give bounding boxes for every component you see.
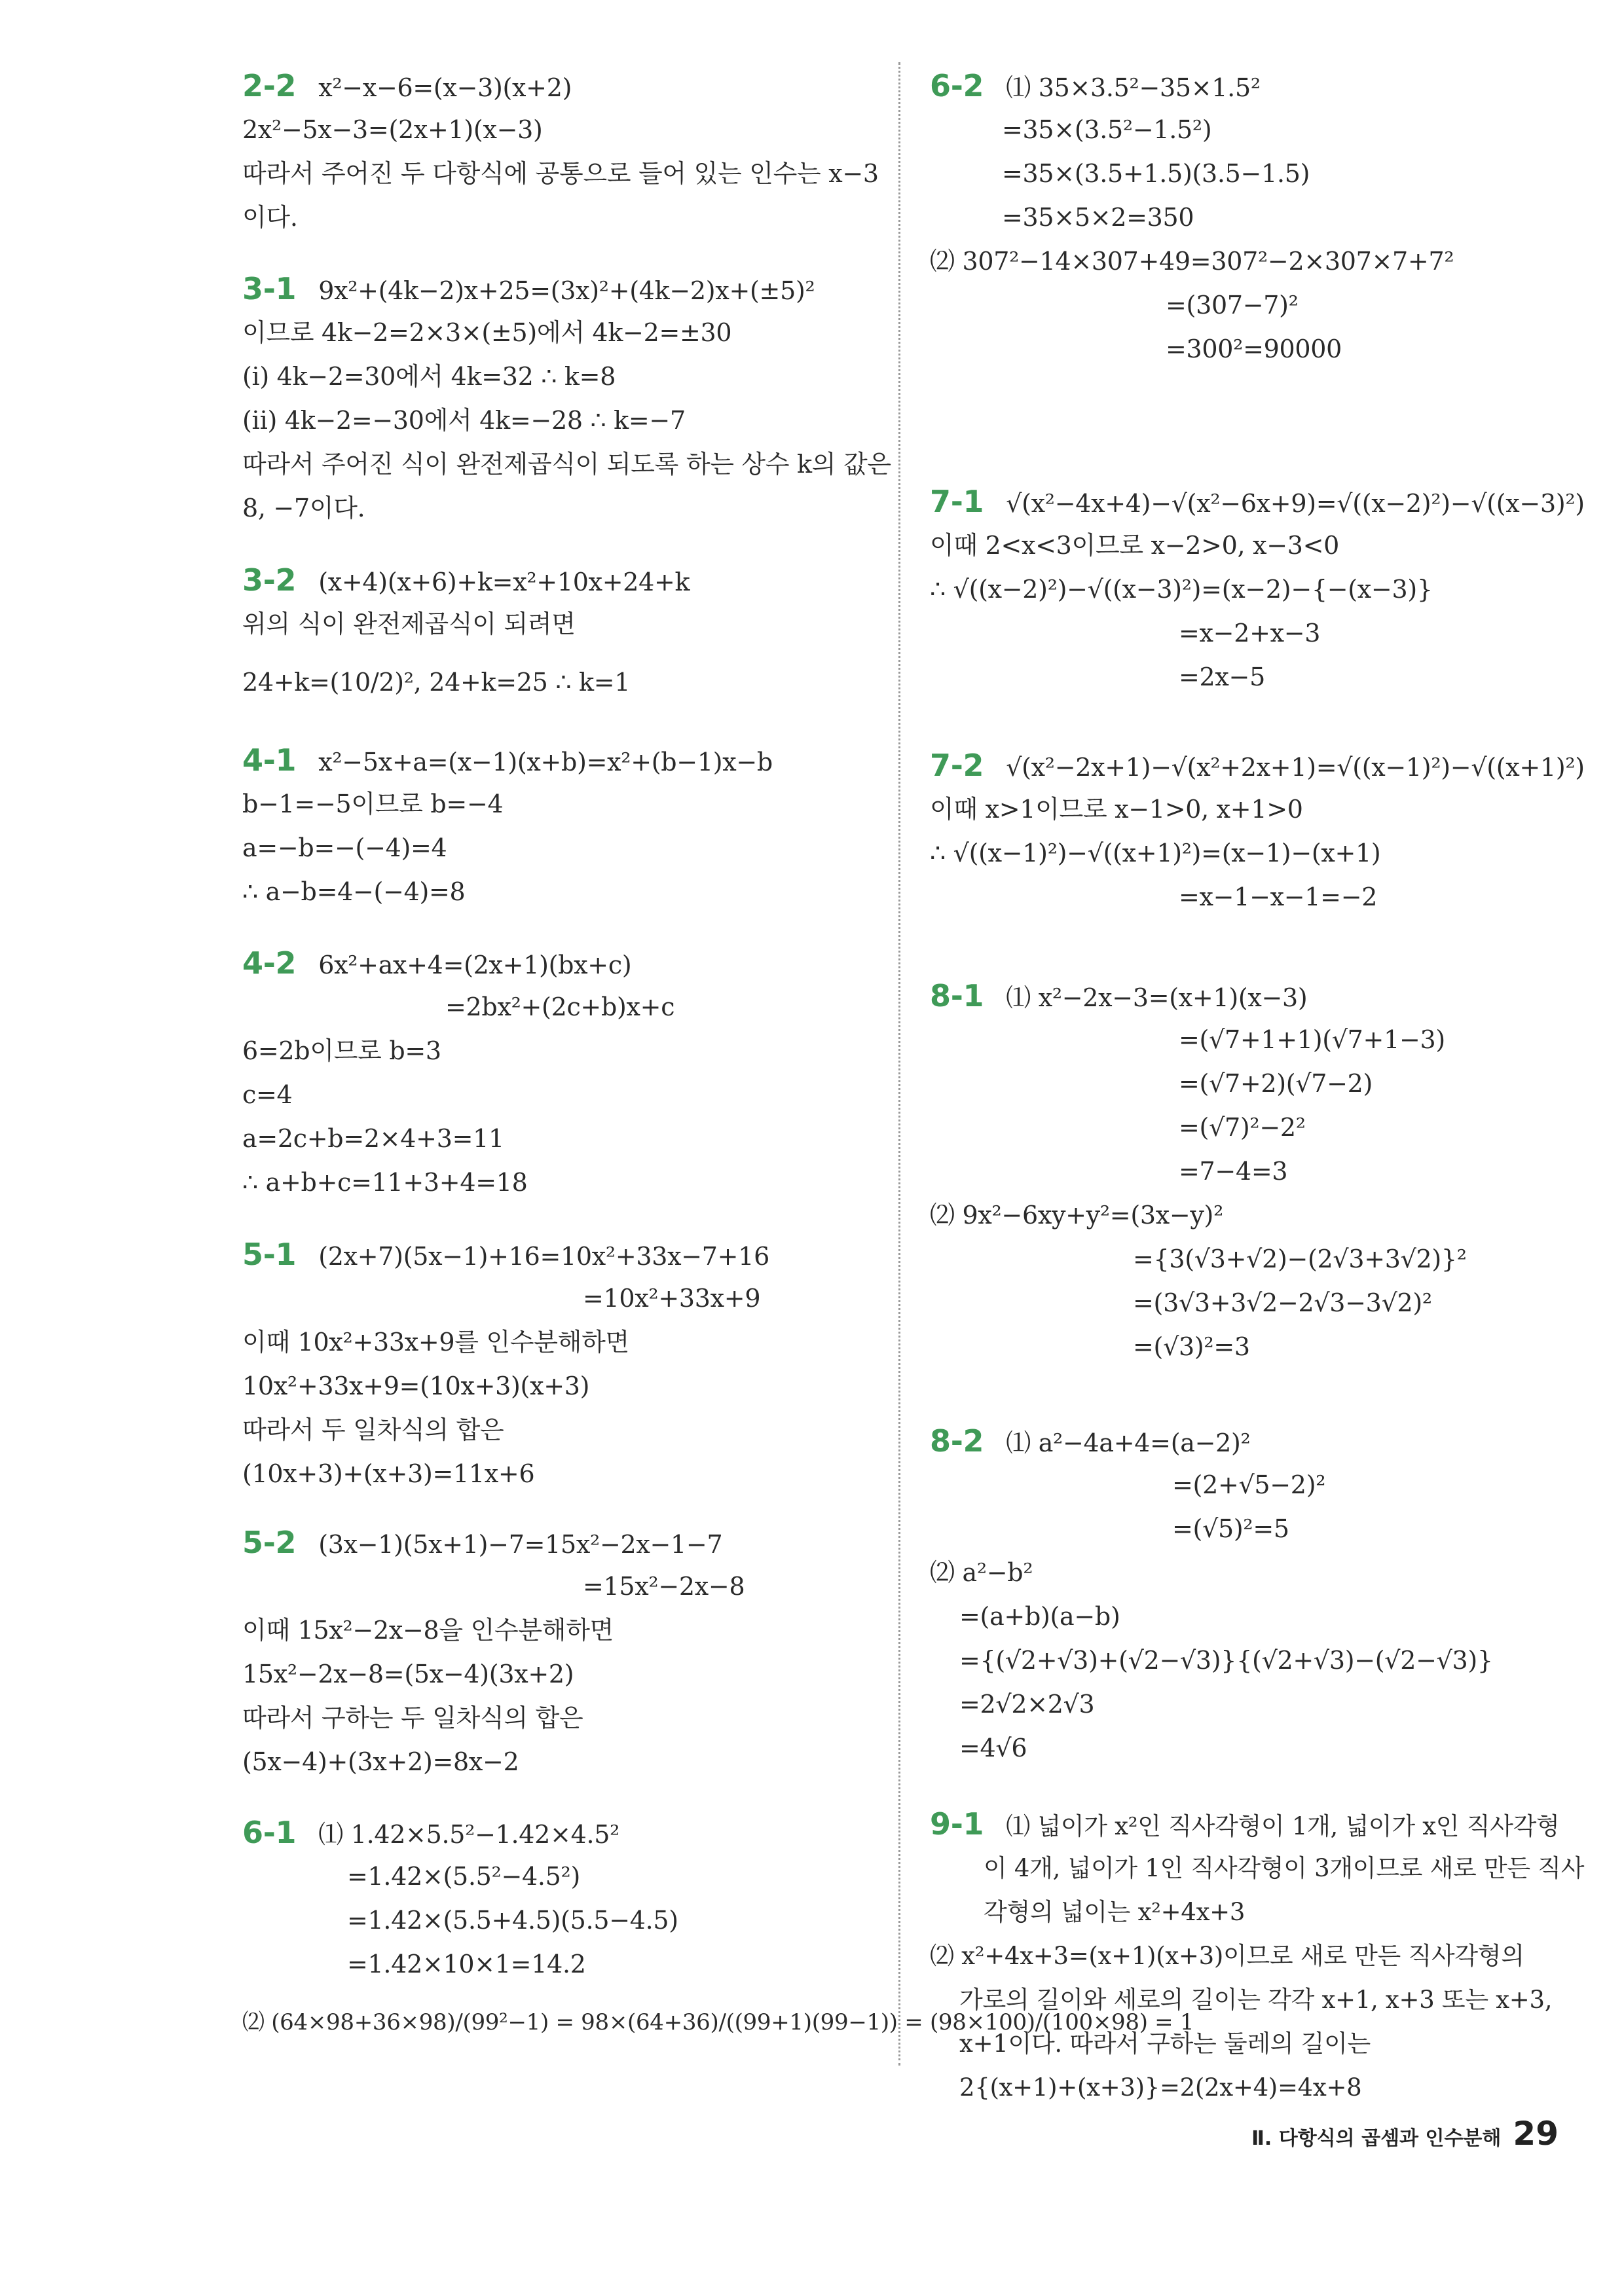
solution-line: =(√5)²=5 (1172, 1514, 1289, 1543)
page-number: 29 (1513, 2115, 1559, 2153)
solution-line: ∴ a+b+c=11+3+4=18 (242, 1168, 528, 1197)
solution-line: (x+4)(x+6)+k=x²+10x+24+k (318, 568, 690, 596)
problem-8-1 (930, 974, 1572, 1369)
solution-line: 이다. (242, 203, 298, 232)
solution-line: x+1이다. 따라서 구하는 둘레의 길이는 (959, 2030, 1371, 2058)
problem-4-2 (242, 941, 871, 1205)
solution-line: 따라서 주어진 두 다항식에 공통으로 들어 있는 인수는 x−3 (242, 159, 879, 188)
solution-line: (ⅱ) 4k−2=−30에서 4k=−28 ∴ k=−7 (242, 406, 686, 435)
solution-line: =4√6 (959, 1734, 1027, 1762)
solution-line: ={(√2+√3)+(√2−√3)}{(√2+√3)−(√2−√3)} (959, 1646, 1493, 1675)
solution-line: =7−4=3 (1179, 1157, 1288, 1186)
solution-line: ⑴ x²−2x−3=(x+1)(x−3) (1006, 983, 1308, 1012)
problem-number: 7-1 (930, 484, 984, 519)
solution-line: x²−5x+a=(x−1)(x+b)=x²+(b−1)x−b (318, 748, 773, 776)
solution-line: a=−b=−(−4)=4 (242, 833, 447, 862)
problem-number: 3-1 (242, 271, 297, 306)
problem-number: 7-2 (930, 748, 984, 783)
solution-line: ∴ √((x−2)²)−√((x−3)²)=(x−2)−{−(x−3)} (930, 575, 1433, 604)
solution-line: ⑵ (64×98+36×98)/(99²−1) = 98×(64+36)/((99+1)(99−1)) = (98×100)/(100×98) = 1 (242, 2009, 1194, 2035)
solution-line: ⑴ a²−4a+4=(a−2)² (1006, 1429, 1251, 1457)
solution-line: 10x²+33x+9=(10x+3)(x+3) (242, 1372, 590, 1400)
solution-line: 24+k=(10/2)², 24+k=25 ∴ k=1 (242, 668, 631, 697)
problem-number: 3-2 (242, 562, 297, 598)
problem-4-1 (242, 738, 871, 914)
solution-line: 따라서 구하는 두 일차식의 합은 (242, 1704, 583, 1732)
problem-number: 4-2 (242, 945, 297, 981)
problem-9-1 (930, 1802, 1585, 2109)
solution-line: =(2+√5−2)² (1172, 1470, 1326, 1499)
solution-line: (ⅰ) 4k−2=30에서 4k=32 ∴ k=8 (242, 362, 616, 391)
solution-line: =(a+b)(a−b) (959, 1602, 1120, 1631)
solution-line: (5x−4)+(3x+2)=8x−2 (242, 1747, 519, 1776)
solution-line: ⑵ a²−b² (930, 1558, 1033, 1587)
solution-line: =(√7+1+1)(√7+1−3) (1179, 1025, 1445, 1054)
solution-line: =35×5×2=350 (1002, 203, 1194, 232)
solution-line: ⑵ x²+4x+3=(x+1)(x+3)이므로 새로 만든 직사각형의 (930, 1942, 1524, 1970)
problem-number: 5-1 (242, 1237, 297, 1272)
column-divider (898, 62, 900, 2066)
solution-line: 가로의 길이와 세로의 길이는 각각 x+1, x+3 또는 x+3, (959, 1986, 1553, 2014)
solution-line: 위의 식이 완전제곱식이 되려면 (242, 610, 576, 638)
problem-3-1 (242, 267, 891, 530)
solution-line: =2bx²+(2c+b)x+c (445, 993, 675, 1021)
solution-line: ⑵ 9x²−6xy+y²=(3x−y)² (930, 1201, 1224, 1230)
solution-line: =15x²−2x−8 (583, 1572, 745, 1601)
solution-line: 이때 15x²−2x−8을 인수분해하면 (242, 1616, 614, 1645)
solution-line: =(√7)²−2² (1179, 1113, 1306, 1142)
solution-line: ∴ a−b=4−(−4)=8 (242, 877, 466, 906)
solution-line: 9x²+(4k−2)x+25=(3x)²+(4k−2)x+(±5)² (318, 276, 815, 305)
problem-number: 8-1 (930, 978, 984, 1013)
problem-number: 6-1 (242, 1815, 297, 1850)
solution-line: =300²=90000 (1166, 335, 1342, 363)
solution-line: 15x²−2x−8=(5x−4)(3x+2) (242, 1660, 574, 1688)
problem-8-2 (930, 1419, 1572, 1770)
problem-6-2 (930, 64, 1572, 371)
problem-3-2 (242, 558, 871, 718)
solution-line: (2x+7)(5x−1)+16=10x²+33x−7+16 (318, 1242, 769, 1271)
solution-line: =1.42×10×1=14.2 (347, 1950, 586, 1978)
solution-line: 8, −7이다. (242, 494, 365, 522)
solution-line: (10x+3)+(x+3)=11x+6 (242, 1459, 535, 1488)
problem-7-1 (930, 480, 1585, 699)
solution-line: =1.42×(5.5+4.5)(5.5−4.5) (347, 1906, 678, 1935)
problem-5-1 (242, 1233, 871, 1496)
solution-line: √(x²−4x+4)−√(x²−6x+9)=√((x−2)²)−√((x−3)²) (1006, 489, 1585, 518)
solution-line: (3x−1)(5x+1)−7=15x²−2x−1−7 (318, 1530, 723, 1559)
solution-line: 이 4개, 넓이가 1인 직사각형이 3개이므로 새로 만든 직사 (984, 1854, 1585, 1882)
problem-5-2 (242, 1521, 871, 1784)
solution-line: =1.42×(5.5²−4.5²) (347, 1862, 581, 1891)
page-footer (1251, 2115, 1559, 2160)
solution-line: 이때 x>1이므로 x−1>0, x+1>0 (930, 795, 1303, 824)
solution-line: =35×(3.5²−1.5²) (1002, 115, 1212, 144)
solution-line: 따라서 두 일차식의 합은 (242, 1415, 504, 1444)
problem-2-2 (242, 64, 879, 240)
solution-line: ⑴ 35×3.5²−35×1.5² (1006, 73, 1261, 102)
solution-line: =10x²+33x+9 (583, 1284, 761, 1313)
solution-line: 6x²+ax+4=(2x+1)(bx+c) (318, 951, 632, 979)
solution-line: 이므로 4k−2=2×3×(±5)에서 4k−2=±30 (242, 318, 732, 347)
solution-line: 이때 2<x<3이므로 x−2>0, x−3<0 (930, 531, 1340, 560)
problem-number: 8-2 (930, 1423, 984, 1459)
solution-line: =(3√3+3√2−2√3−3√2)² (1133, 1288, 1432, 1317)
solution-line: =2√2×2√3 (959, 1690, 1095, 1719)
problem-number: 2-2 (242, 68, 297, 103)
solution-line: =(√7+2)(√7−2) (1179, 1069, 1373, 1098)
solution-line: √(x²−2x+1)−√(x²+2x+1)=√((x−1)²)−√((x+1)²) (1006, 753, 1585, 782)
solution-line: ⑴ 1.42×5.5²−1.42×4.5² (318, 1820, 620, 1849)
chapter-title: Ⅱ. 다항식의 곱셈과 인수분해 (1251, 2127, 1502, 2150)
solution-line: b−1=−5이므로 b=−4 (242, 790, 504, 818)
solution-line: 2x²−5x−3=(2x+1)(x−3) (242, 115, 543, 144)
problem-number: 6-2 (930, 68, 984, 103)
solution-line: 6=2b이므로 b=3 (242, 1036, 441, 1065)
solution-line: ∴ √((x−1)²)−√((x+1)²)=(x−1)−(x+1) (930, 839, 1381, 867)
solution-line: c=4 (242, 1080, 293, 1109)
solution-line: =(√3)²=3 (1133, 1332, 1250, 1361)
solution-line: x²−x−6=(x−3)(x+2) (318, 73, 572, 102)
solution-line: ⑴ 넓이가 x²인 직사각형이 1개, 넓이가 x인 직사각형 (1006, 1812, 1560, 1840)
solution-line: =(307−7)² (1166, 291, 1299, 319)
solution-line: 따라서 주어진 식이 완전제곱식이 되도록 하는 상수 k의 값은 (242, 450, 891, 479)
solution-line: a=2c+b=2×4+3=11 (242, 1124, 504, 1153)
solution-line: 2{(x+1)+(x+3)}=2(2x+4)=4x+8 (959, 2073, 1362, 2102)
solution-line: 각형의 넓이는 x²+4x+3 (984, 1898, 1246, 1926)
solution-line: =35×(3.5+1.5)(3.5−1.5) (1002, 159, 1310, 188)
solution-line: ⑵ 307²−14×307+49=307²−2×307×7+7² (930, 247, 1454, 276)
solution-line: =x−1−x−1=−2 (1179, 883, 1378, 911)
problem-number: 4-1 (242, 742, 297, 778)
solution-line: ={3(√3+√2)−(2√3+3√2)}² (1133, 1245, 1467, 1273)
solution-line: 이때 10x²+33x+9를 인수분해하면 (242, 1328, 629, 1357)
problem-number: 5-2 (242, 1525, 297, 1560)
solution-line: =2x−5 (1179, 663, 1265, 691)
solution-line: =x−2+x−3 (1179, 619, 1321, 647)
problem-7-2 (930, 744, 1585, 919)
problem-number: 9-1 (930, 1806, 984, 1842)
